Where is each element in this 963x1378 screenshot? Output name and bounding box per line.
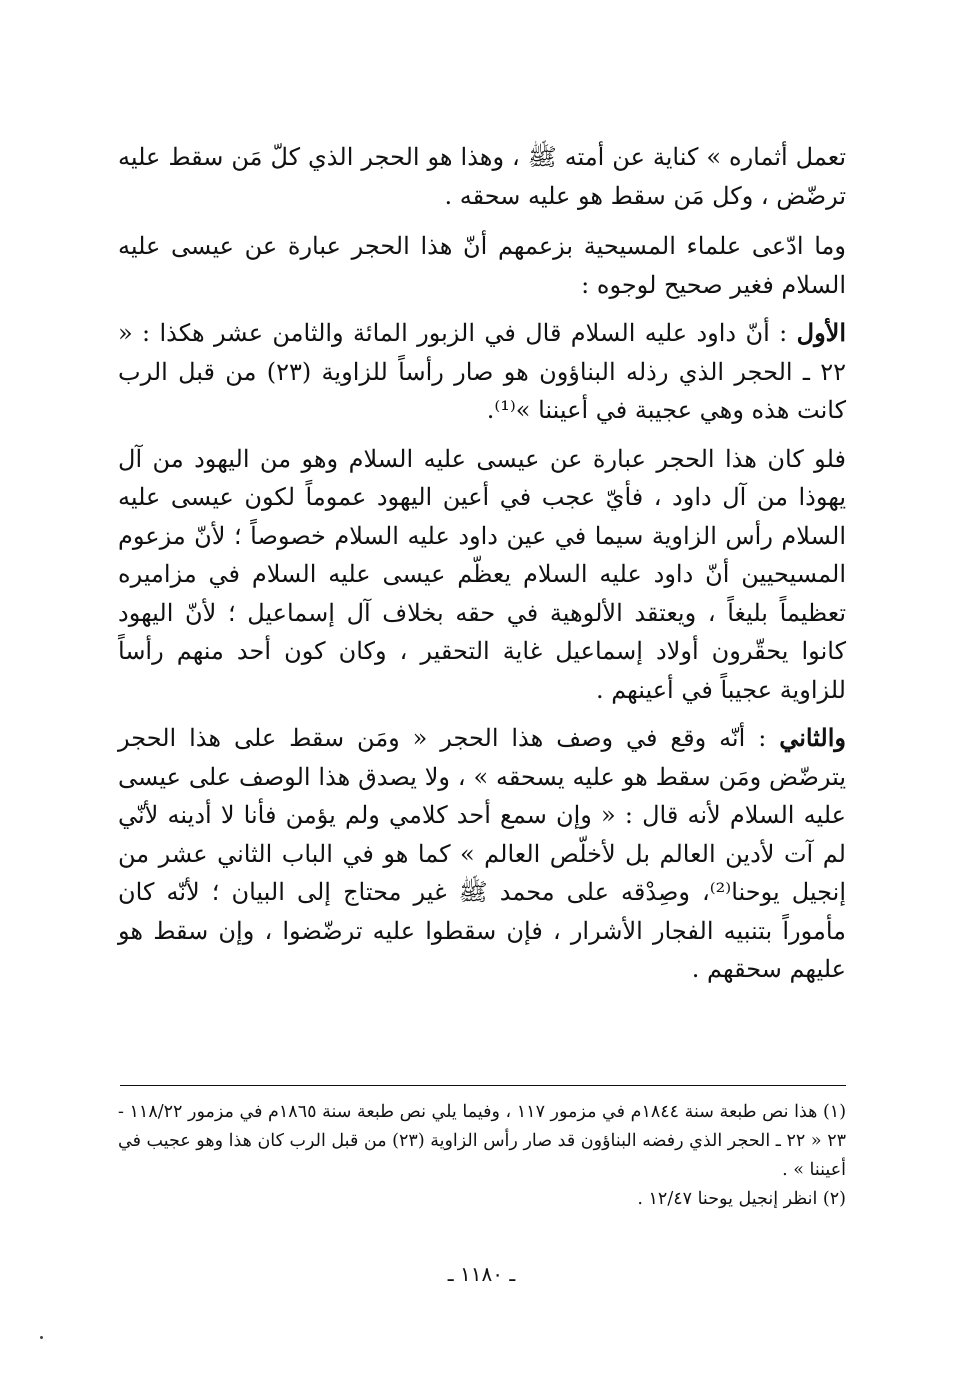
paragraph-text: تعمل أثماره » كناية عن أمته ﷺ ، وهذا هو الحجر الذي كلّ مَن سقط عليه ترضّض ، وكل مَن سقط هو عليه سحقه . [118,143,846,210]
footnotes [118,1098,846,1214]
paragraph-text: فلو كان هذا الحجر عبارة عن عيسى عليه السلام وهو من اليهود من آل يهوذا من آل داود ، فأيّ عجب في أعين اليهود عموماً لكون عيسى عليه السلام رأس الزاوية سيما في عين داود عليه السلام خصوصاً ؛ لأنّ مزعوم المسيحيين أنّ داود عليه السلام يعظّم عيسى عليه السلام في مزاميره تعظيماً بليغاً ، ويعتقد الألوهية في حقه بخلاف آل إسماعيل ؛ لأنّ اليهود كانوا يحقّرون أولاد إسماعيل غاية التحقير ، وكان كون أحد منهم رأساً للزاوية عجيباً في أعينهم . [118,444,846,704]
scan-speck [40,1336,43,1339]
footnote-separator [120,1085,846,1086]
paragraph-2 [118,227,846,304]
paragraph-1 [118,138,846,215]
paragraph-lead: الأول [796,318,847,347]
footnote-1: (١) هذا نص طبعة سنة ١٨٤٤م في مزمور ١١٧ ، وفيما يلي نص طبعة سنة ١٨٦٥م في مزمور ١١٨/٢٢ - ٢٣ « ٢٢ ـ الحجر الذي رفضه البناؤون قد صار رأس الزاوية (٢٣) من قبل الرب كان هذا وهو عجيب في أعيننا » . [118,1102,847,1180]
footnote-2: (٢) انظر إنجيل يوحنا ١٢/٤٧ . [637,1189,846,1209]
paragraph-3 [118,314,846,430]
page-number: ـ ١١٨٠ ـ [447,1262,516,1286]
paragraph-text: : أنّه وقع في وصف هذا الحجر « ومَن سقط على هذا الحجر يترضّض ومَن سقط هو عليه يسحقه » ، ولا يصدق هذا الوصف على عيسى عليه السلام لأنه قال : « وإن سمع أحد كلامي ولم يؤمن فأنا لا أدينه لأنّي لم آت لأدين العالم بل لأخلّص العالم » كما هو في الباب الثاني عشر من إنجيل يوحنا⁽²⁾، وصِدْقه على محمد ﷺ غير محتاج إلى البيان ؛ لأنّه كان مأموراً بتنبيه الفجار الأشرار ، فإن سقطوا عليه ترضّضوا ، وإن سقط هو عليهم سحقهم . [118,724,847,983]
paragraph-lead: والثاني [779,723,846,752]
paragraph-4 [118,440,846,710]
paragraph-text: : أنّ داود عليه السلام قال في الزبور المائة والثامن عشر هكذا : « ٢٢ ـ الحجر الذي رذله البناؤون هو صار رأساً للزاوية (٢٣) من قبل الرب كانت هذه وهي عجيبة في أعيننا »⁽¹⁾. [118,319,846,424]
main-text [118,138,846,999]
paragraph-text: وما ادّعى علماء المسيحية بزعمهم أنّ هذا الحجر عبارة عن عيسى عليه السلام فغير صحيح لوجوه : [118,232,846,299]
paragraph-5 [118,719,846,989]
